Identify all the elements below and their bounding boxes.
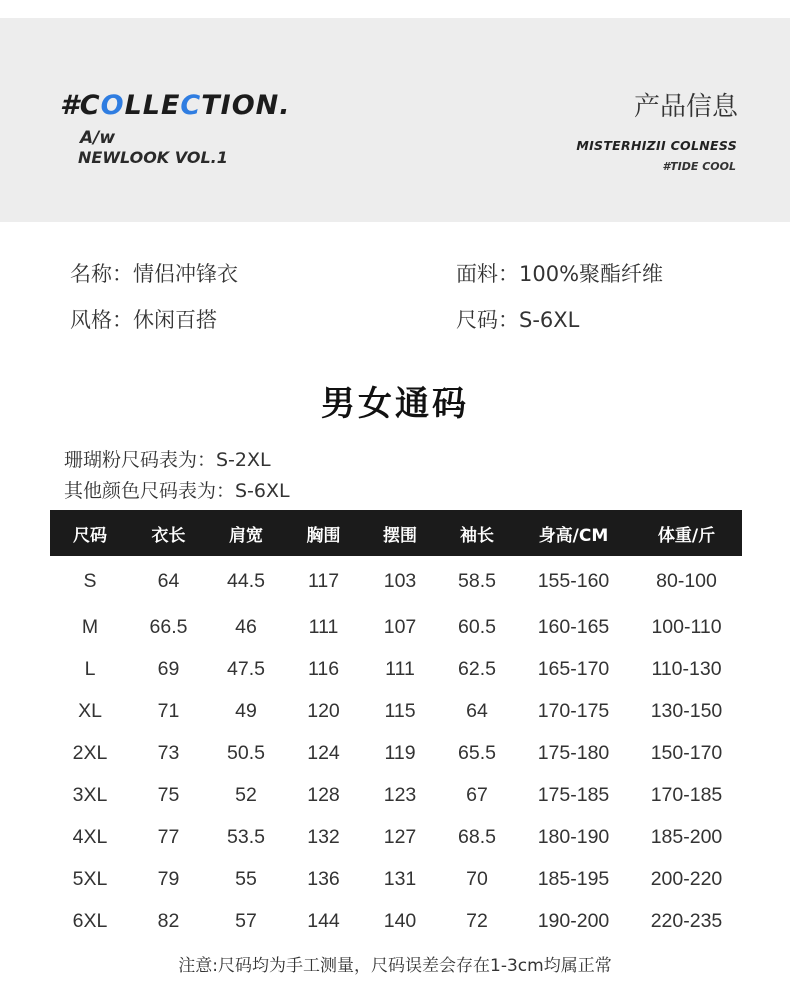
table-cell: 103 bbox=[383, 569, 417, 592]
table-cell: 46 bbox=[235, 615, 257, 638]
table-cell: 58.5 bbox=[458, 569, 496, 592]
other-colors-size-note: 其他颜色尺码表为：S-6XL bbox=[64, 480, 290, 502]
table-cell: 44.5 bbox=[227, 569, 265, 592]
table-cell: XL bbox=[78, 699, 102, 722]
unisex-size-title: 男女通码 bbox=[321, 384, 469, 424]
table-cell: 140 bbox=[383, 909, 417, 932]
table-cell: 60.5 bbox=[458, 615, 496, 638]
table-cell: 120 bbox=[307, 699, 340, 722]
newlook-label: NEWLOOK VOL.1 bbox=[78, 148, 228, 167]
table-cell: 115 bbox=[384, 699, 416, 722]
table-cell: 62.5 bbox=[458, 657, 496, 680]
table-cell: 47.5 bbox=[227, 657, 265, 680]
table-cell: 180-190 bbox=[537, 825, 610, 848]
table-cell: 119 bbox=[384, 741, 416, 764]
table-cell: 131 bbox=[383, 867, 417, 890]
table-cell: 68.5 bbox=[458, 825, 496, 848]
table-cell: L bbox=[84, 657, 96, 680]
table-cell: 117 bbox=[307, 569, 340, 592]
table-header-cell: 身高/CM bbox=[516, 510, 631, 556]
table-cell: 170-185 bbox=[650, 783, 723, 806]
table-header-cell: 摆围 bbox=[362, 510, 438, 556]
table-cell: S bbox=[83, 569, 97, 592]
table-cell: M bbox=[81, 615, 99, 638]
table-cell: 5XL bbox=[72, 867, 108, 890]
product-style: 风格：休闲百搭 bbox=[70, 308, 217, 332]
table-cell: 136 bbox=[307, 867, 340, 890]
table-cell: 64 bbox=[466, 699, 488, 722]
table-row bbox=[50, 816, 742, 858]
table-cell: 111 bbox=[308, 615, 339, 638]
table-cell: 107 bbox=[383, 615, 417, 638]
table-row bbox=[50, 774, 742, 816]
table-cell: 144 bbox=[307, 909, 340, 932]
table-header-cell: 衣长 bbox=[130, 510, 207, 556]
table-cell: 150-170 bbox=[650, 741, 723, 764]
tagline: #TIDE COOL bbox=[662, 160, 736, 173]
table-header-cell: 尺码 bbox=[50, 510, 130, 556]
table-cell: 128 bbox=[307, 783, 340, 806]
table-cell: 73 bbox=[157, 741, 180, 764]
table-cell: 175-185 bbox=[537, 783, 610, 806]
table-cell: 80-100 bbox=[656, 569, 717, 592]
size-chart-table bbox=[50, 510, 742, 942]
table-cell: 155-160 bbox=[537, 569, 610, 592]
product-info-title: 产品信息 bbox=[633, 92, 738, 122]
coral-size-note: 珊瑚粉尺码表为：S-2XL bbox=[64, 449, 271, 471]
table-header-cell: 胸围 bbox=[285, 510, 362, 556]
table-cell: 110-130 bbox=[651, 657, 722, 680]
table-cell: 111 bbox=[385, 657, 415, 680]
table-cell: 82 bbox=[157, 909, 180, 932]
table-cell: 165-170 bbox=[537, 657, 610, 680]
table-row bbox=[50, 690, 742, 732]
table-cell: 53.5 bbox=[227, 825, 265, 848]
season-label: A/w bbox=[80, 128, 116, 148]
product-fabric: 面料：100%聚酯纤维 bbox=[456, 262, 664, 286]
table-cell: 185-200 bbox=[650, 825, 723, 848]
table-row bbox=[50, 732, 742, 774]
table-cell: 77 bbox=[157, 825, 180, 848]
product-name: 名称：情侣冲锋衣 bbox=[70, 262, 238, 286]
table-cell: 200-220 bbox=[650, 867, 723, 890]
table-cell: 124 bbox=[307, 741, 340, 764]
table-row bbox=[50, 858, 742, 900]
table-cell: 130-150 bbox=[650, 699, 723, 722]
table-cell: 50.5 bbox=[227, 741, 265, 764]
table-cell: 3XL bbox=[72, 783, 108, 806]
table-cell: 72 bbox=[466, 909, 488, 932]
table-cell: 220-235 bbox=[650, 909, 723, 932]
product-size-range: 尺码：S-6XL bbox=[456, 308, 580, 332]
table-header-cell: 体重/斤 bbox=[631, 510, 742, 556]
table-header-row bbox=[50, 510, 742, 556]
table-cell: 116 bbox=[307, 657, 340, 680]
table-cell: 123 bbox=[383, 783, 417, 806]
table-cell: 64 bbox=[157, 569, 180, 592]
table-cell: 75 bbox=[157, 783, 180, 806]
table-cell: 70 bbox=[466, 867, 488, 890]
table-cell: 67 bbox=[466, 783, 488, 806]
table-cell: 2XL bbox=[72, 741, 108, 764]
table-cell: 185-195 bbox=[537, 867, 610, 890]
table-cell: 4XL bbox=[72, 825, 108, 848]
table-cell: 170-175 bbox=[537, 699, 610, 722]
table-cell: 79 bbox=[157, 867, 180, 890]
table-cell: 65.5 bbox=[458, 741, 496, 764]
table-cell: 6XL bbox=[72, 909, 108, 932]
brand-name: MISTERHIZII COLNESS bbox=[576, 138, 737, 153]
table-cell: 190-200 bbox=[537, 909, 610, 932]
table-row bbox=[50, 556, 742, 606]
table-row bbox=[50, 900, 742, 942]
table-cell: 55 bbox=[235, 867, 257, 890]
measurement-note: 注意:尺码均为手工测量，尺码误差会存在1-3cm均属正常 bbox=[178, 956, 612, 976]
table-cell: 175-180 bbox=[537, 741, 610, 764]
table-cell: 132 bbox=[307, 825, 340, 848]
table-row bbox=[50, 648, 742, 690]
table-cell: 160-165 bbox=[537, 615, 610, 638]
table-cell: 100-110 bbox=[651, 615, 722, 638]
table-cell: 69 bbox=[157, 657, 180, 680]
table-row bbox=[50, 606, 742, 648]
table-cell: 71 bbox=[157, 699, 180, 722]
collection-logo: #COLLECTION. bbox=[60, 90, 291, 121]
table-cell: 127 bbox=[383, 825, 417, 848]
table-cell: 49 bbox=[235, 699, 257, 722]
table-cell: 52 bbox=[235, 783, 257, 806]
table-cell: 66.5 bbox=[149, 615, 188, 638]
table-header-cell: 肩宽 bbox=[207, 510, 285, 556]
table-header-cell: 袖长 bbox=[438, 510, 516, 556]
table-cell: 57 bbox=[235, 909, 257, 932]
